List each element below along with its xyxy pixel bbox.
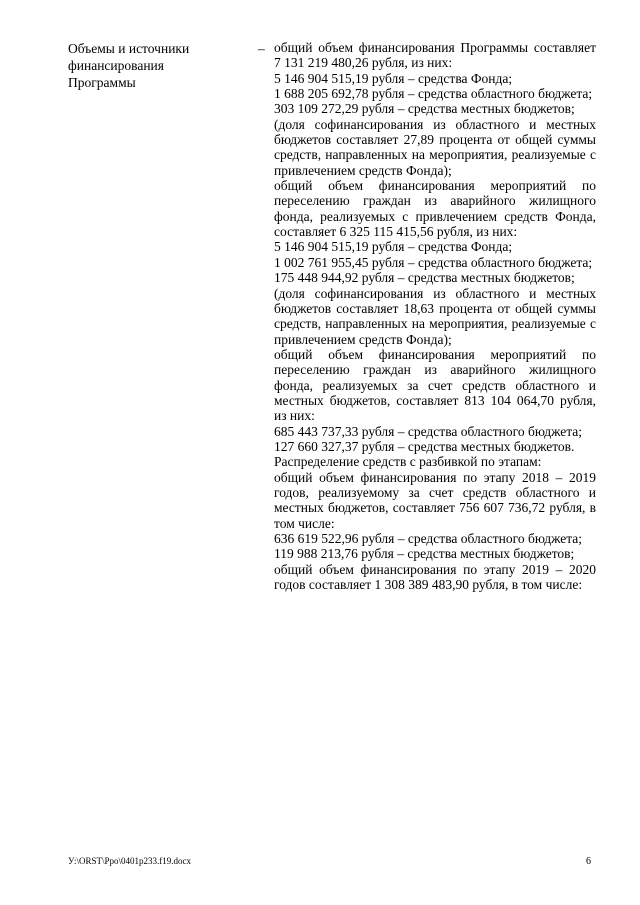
regional-budget-paragraph: 685 443 737,33 рубля – средства областного бюджета;: [274, 423, 583, 439]
local-budgets-paragraph: 119 988 213,76 рубля – средства местных бюджетов;: [274, 546, 575, 562]
stage-2019-2020-paragraph: общий объем финансирования по этапу 2019 – 2020 годов составляет 1 308 389 483,90 рубля, в том числе:: [274, 561, 596, 593]
section-label-line: Объемы и источники: [68, 41, 190, 56]
fund-amount-paragraph: 5 146 904 515,19 рубля – средства Фонда;: [274, 239, 513, 255]
list-dash: –: [258, 41, 265, 56]
regional-budget-paragraph: 1 002 761 955,45 рубля – средства областного бюджета;: [274, 254, 593, 270]
section-label: [68, 40, 253, 91]
regional-budget-paragraph: 1 688 205 692,78 рубля – средства областного бюджета;: [274, 86, 593, 102]
section-label-line: финансирования: [68, 58, 164, 73]
cofinancing-share-paragraph: (доля софинансирования из областного и местных бюджетов составляет 18,63 процента от общей суммы средств, направленных на мероприятия, реализуемые с привлечением средств Фонда);: [274, 285, 596, 347]
regional-budget-paragraph: 636 619 522,96 рубля – средства областного бюджета;: [274, 531, 583, 546]
financing-content: [274, 40, 596, 592]
budget-resettlement-total-paragraph: общий объем финансирования мероприятий по переселению граждан из аварийного жилищного фонда, реализуемых за счет средств областного и местных бюджетов, составляет 813 104 064,70 рубля, из них:: [274, 346, 596, 424]
local-budgets-paragraph: 175 448 944,92 рубля – средства местных бюджетов;: [274, 270, 575, 286]
local-budgets-paragraph: 127 660 327,37 рубля – средства местных бюджетов.: [274, 438, 575, 454]
cofinancing-share-paragraph: (доля софинансирования из областного и местных бюджетов составляет 27,89 процента от общей суммы средств, направленных на мероприятия, реализуемые с привлечением средств Фонда);: [274, 116, 596, 178]
total-financing-paragraph: общий объем финансирования Программы составляет 7 131 219 480,26 рубля, из них:: [274, 40, 596, 71]
stage-2018-2019-paragraph: общий объем финансирования по этапу 2018 – 2019 годов, реализуемому за счет средств областного и местных бюджетов, составляет 756 607 736,72 рубля, в том числе:: [274, 469, 596, 531]
footer-file-path: У:\ORST\Ppo\0401p233.f19.docx: [68, 856, 192, 866]
section-label-line: Программы: [68, 75, 136, 90]
local-budgets-paragraph: 303 109 272,29 рубля – средства местных бюджетов;: [274, 101, 575, 117]
stage-distribution-heading: Распределение средств с разбивкой по этапам:: [274, 454, 542, 470]
page-number: 6: [586, 856, 591, 867]
fund-amount-paragraph: 5 146 904 515,19 рубля – средства Фонда;: [274, 70, 513, 86]
fund-resettlement-total-paragraph: общий объем финансирования мероприятий по переселению граждан из аварийного жилищного фонда, реализуемых с привлечением средств Фонда, составляет 6 325 115 415,56 рубля, из них:: [274, 178, 596, 240]
